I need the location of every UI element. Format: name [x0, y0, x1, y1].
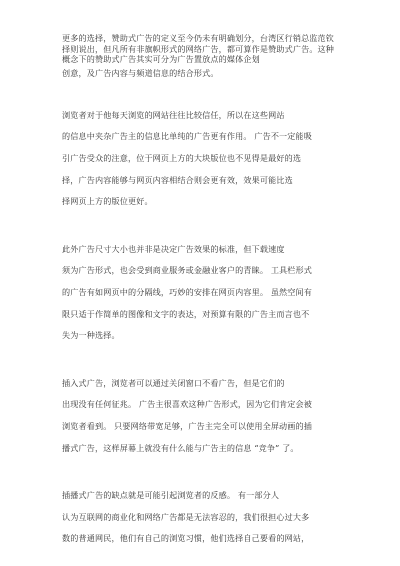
document-body — [62, 33, 344, 550]
text-line: 插播式广告的缺点就是可能引起浏览者的反感。 有一部分人 — [62, 490, 280, 501]
text-line: 失为一种选择。 — [62, 330, 120, 341]
text-line: 引广告受众的注意，位于网页上方的大块版位也不见得是最好的选 — [62, 153, 302, 163]
text-line: 创意，及广告内容与频道信息的结合形式。 — [62, 68, 219, 79]
text-line: 出现没有任何征兆。 广告主很喜欢这种广告形式，因为它们肯定会被 — [62, 399, 313, 410]
text-line: 择网页上方的版位更好。 — [62, 196, 153, 207]
text-line: 限只适于作简单的图像和文字的表达，对预算有限的广告主而言也不 — [62, 308, 310, 319]
text-line: 插入式广告，浏览者可以通过关闭窗口不看广告，但是它们的 — [62, 377, 285, 388]
text-line: 浏览者对于他每天浏览的网站往往比较信任，所以在这些网站 — [62, 109, 285, 120]
paragraph-6 — [62, 485, 344, 550]
text-line: 此外广告尺寸大小也并非是决定广告效果的标准，但下载速度 — [62, 243, 285, 254]
text-line: 数的普通网民，他们有自己的浏览习惯，他们选择自己要看的网站， — [62, 533, 310, 544]
text-line: 的广告有如网页中的分隔线，巧妙的安排在网页内容里。 虽然空间有 — [62, 286, 313, 297]
text-line: 认为互联网的商业化和网络广告都是无法容忍的，我们很担心过大多 — [62, 511, 310, 522]
text-line: 概念下的赞助式广告其实可分为广告置放点的媒体企划 — [62, 54, 260, 65]
text-line: 择，广告内容能够与网页内容相结合则会更有效，效果可能比选 — [62, 174, 293, 185]
text-line: 须为广告形式，也会受到商业服务或金融业客户的青睐。 工具栏形式 — [62, 265, 313, 276]
text-line: 的信息中夹杂广告主的信息比单纯的广告更有作用。 广告不一定能吸 — [62, 131, 313, 142]
text-line: 播式广告，这样屏幕上就没有什么能与广告主的信息 “竞争” 了。 — [62, 442, 299, 453]
text-line: 更多的选择，赞助式广告的定义至今仍未有明确划分，台湾区行销总监范钦 — [62, 33, 335, 43]
paragraph-3 — [62, 105, 344, 213]
text-line: 择则说出，但凡所有非旗帜形式的网络广告，都可算作是赞助式广告。这种 — [62, 43, 335, 54]
paragraph-5 — [62, 373, 344, 459]
text-line: 浏览者看到。 只要网络带宽足够，广告主完全可以使用全屏动画的插 — [62, 420, 313, 431]
paragraph-1 — [62, 33, 344, 65]
paragraph-4 — [62, 239, 344, 347]
paragraph-2 — [62, 68, 344, 79]
